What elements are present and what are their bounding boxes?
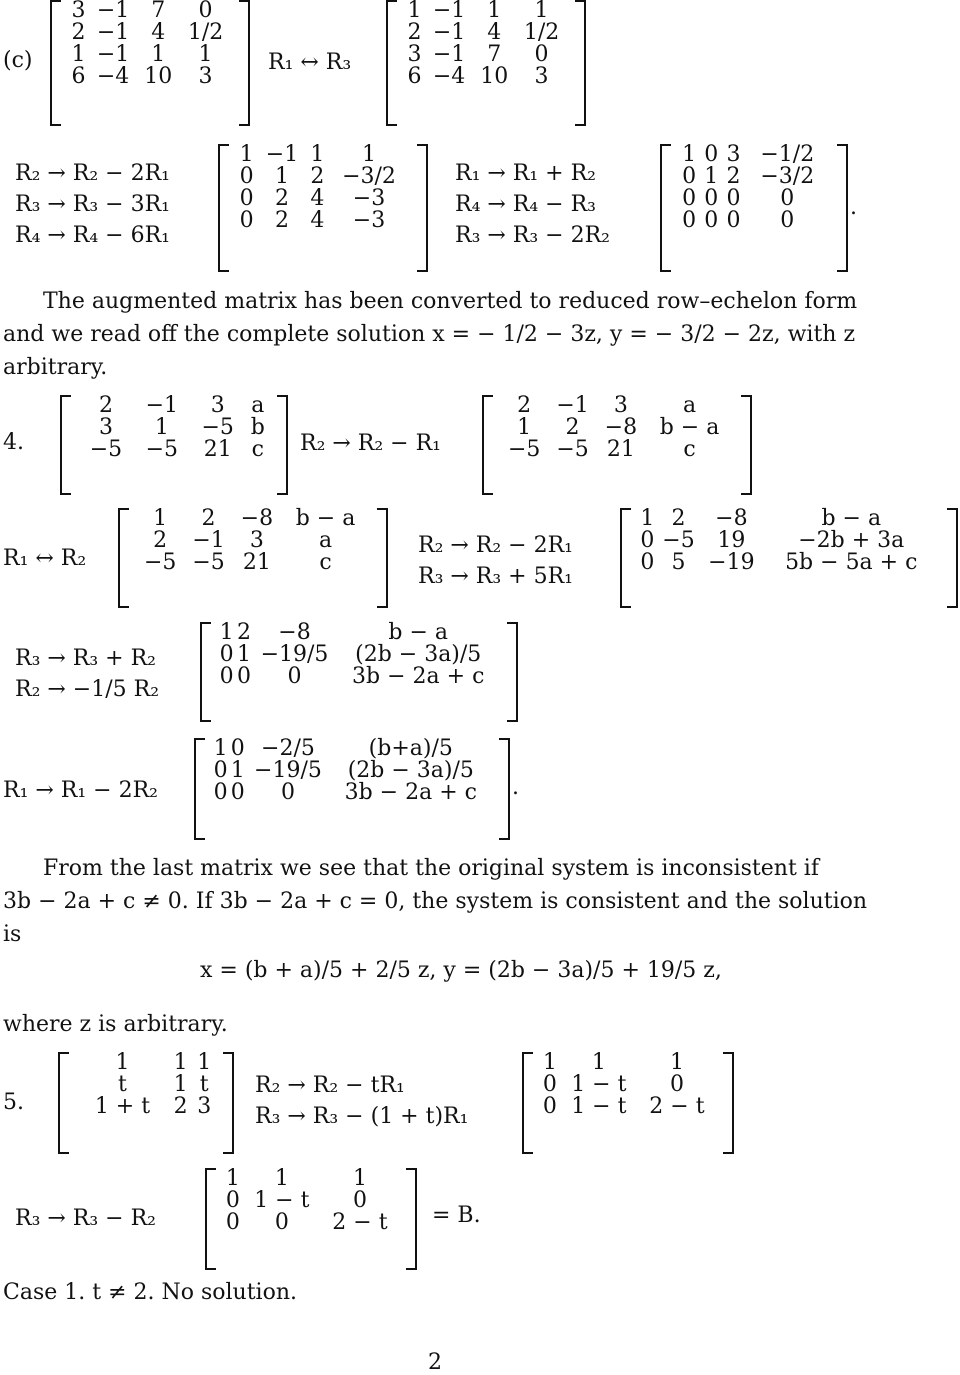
matrix-entry: 1 [197, 1050, 212, 1075]
matrix-entry: 0 [640, 528, 655, 553]
matrix-entry: 1 [275, 164, 289, 189]
row-operation: R₃ → R₃ − 3R₁ [15, 192, 170, 217]
matrix-entry: 2 [565, 415, 580, 440]
period: . [850, 195, 857, 220]
right-bracket [723, 1052, 734, 1154]
matrix-entry: 1 [154, 415, 169, 440]
matrix-entry: 0 [239, 208, 254, 233]
matrix-row [76, 1096, 216, 1118]
matrix-entry: 1 [591, 1050, 606, 1075]
matrix-entry: −2b + 3a [798, 528, 905, 553]
matrix-4a [60, 395, 288, 495]
matrix-entry: −1 [265, 142, 299, 167]
matrix-entry: 3 [98, 415, 113, 440]
right-bracket [575, 0, 586, 126]
matrix-entry: 2 [726, 164, 741, 189]
matrix-row [404, 22, 568, 44]
matrix-entry: 3 [249, 528, 264, 553]
right-bracket [377, 508, 388, 608]
problem-number-5: 5. [3, 1090, 24, 1115]
matrix-entry: 10 [480, 64, 509, 89]
matrix-row [500, 417, 734, 439]
row-op-5-step2 [15, 1203, 156, 1234]
matrix-entry: 1 − t [254, 1188, 310, 1213]
matrix-entry: b − a [388, 620, 449, 645]
matrix-entry: 1 [173, 1050, 188, 1075]
right-bracket [947, 508, 958, 608]
paragraph-c [3, 285, 883, 384]
matrix-row [540, 1096, 716, 1118]
matrix-entry: −1 [432, 0, 466, 23]
row-operation: R₄ → R₄ − 6R₁ [15, 223, 170, 248]
matrix-entry: −5 [662, 528, 695, 553]
left-bracket [50, 0, 61, 126]
matrix-entry: 1 [682, 142, 697, 167]
matrix-entry: 0 [213, 780, 228, 805]
matrix-entry: 0 [682, 208, 697, 233]
row-op-5-step1 [255, 1070, 468, 1132]
matrix-entry: −5 [143, 550, 177, 575]
row-operation: R₁ → R₁ − 2R₂ [3, 778, 158, 803]
matrix-row [404, 0, 568, 22]
matrix-entry: −5 [145, 437, 179, 462]
matrix-entry: b − a [295, 506, 356, 531]
matrix-entry: 0 [198, 0, 213, 23]
matrix-entry: 1 [230, 758, 245, 783]
text-line: where z is arbitrary. [3, 1012, 228, 1037]
left-bracket [60, 395, 71, 495]
problem-number-4: 4. [3, 430, 24, 455]
matrix-row [136, 508, 370, 530]
left-bracket [200, 622, 211, 722]
left-bracket [482, 395, 493, 495]
right-bracket [741, 395, 752, 495]
matrix-entry: −1 [192, 528, 225, 553]
row-operation: R₃ → R₃ + R₂ [15, 646, 156, 671]
matrix-entry: 0 [640, 550, 655, 575]
matrix-c1 [50, 0, 250, 126]
matrix-entry: 2 [310, 164, 325, 189]
matrix-entry: b − a [659, 415, 720, 440]
matrix-entry: 1 − t [571, 1072, 627, 1097]
matrix-entry: c [251, 437, 264, 462]
row-operation: R₂ → R₂ − tR₁ [255, 1073, 405, 1098]
matrix-entry: (b+a)/5 [368, 736, 453, 761]
matrix-4e [200, 622, 518, 722]
case-1: Case 1. t ≠ 2. No solution. [3, 1280, 297, 1305]
matrix-entry: 19 [717, 528, 746, 553]
matrix-entry: 0 [225, 1188, 240, 1213]
matrix-entry: 2 [517, 393, 532, 418]
right-bracket [223, 1052, 234, 1154]
matrix-4f [194, 738, 510, 840]
paragraph-4 [3, 852, 883, 951]
left-bracket [118, 508, 129, 608]
row-op-4-step3 [418, 530, 573, 592]
matrix-entry: 0 [239, 164, 254, 189]
matrix-entry: 0 [780, 208, 795, 233]
matrix-entry: 1 [71, 42, 86, 67]
matrix-entry: 0 [542, 1094, 557, 1119]
matrix-entry: 6 [407, 64, 422, 89]
matrix-entry: 3 [197, 1094, 212, 1119]
matrix-entry: a [682, 393, 697, 418]
right-bracket [499, 738, 510, 840]
matrix-entry: 2 [671, 506, 686, 531]
row-operation: R₁ → R₁ + R₂ [455, 161, 596, 186]
matrix-entry: 5b − 5a + c [785, 550, 918, 575]
matrix-row [136, 530, 370, 552]
matrix-entry: b [250, 415, 265, 440]
row-operation: R₂ → R₂ − R₁ [300, 431, 441, 456]
matrix-entry: c [683, 437, 696, 462]
matrix-entry: 7 [487, 42, 502, 67]
matrix-entry: −4 [432, 64, 466, 89]
matrix-entry: 1 [115, 1050, 130, 1075]
matrix-row [78, 395, 270, 417]
matrix-entry: 1 [239, 142, 254, 167]
row-op-c-step2 [15, 158, 170, 251]
matrix-entry: 4 [310, 186, 325, 211]
matrix-entry: 1 [517, 415, 532, 440]
matrix-entry: −1 [96, 42, 130, 67]
matrix-entry: 1 [542, 1050, 557, 1075]
matrix-entry: 2 [153, 528, 168, 553]
matrix-row [500, 395, 734, 417]
matrix-entry: 2 [275, 186, 289, 211]
text-line: 3b − 2a + c ≠ 0. If 3b − 2a + c = 0, the system is consistent and the solution [3, 889, 868, 914]
matrix-entry: 1 [198, 42, 213, 67]
matrix-entry: 1 [534, 0, 549, 23]
row-op-4-step4 [15, 643, 159, 705]
matrix-5b [522, 1052, 734, 1154]
matrix-entry: −5 [507, 437, 541, 462]
matrix-entry: 2 − t [332, 1210, 388, 1235]
matrix-entry: 7 [151, 0, 166, 23]
matrix-entry: 1 − t [571, 1094, 627, 1119]
matrix-entry: 3 [726, 142, 741, 167]
matrix-entry: 21 [242, 550, 271, 575]
row-operation: R₁ ↔ R₂ [3, 546, 87, 571]
matrix-entry: 0 [534, 42, 549, 67]
matrix-row [678, 166, 830, 188]
matrix-5a [58, 1052, 234, 1154]
matrix-row [218, 622, 500, 644]
matrix-c2 [386, 0, 586, 126]
matrix-entry: 0 [704, 208, 719, 233]
matrix-entry: 0 [682, 186, 697, 211]
text-line: arbitrary. [3, 355, 108, 380]
part-label-c: (c) [3, 48, 33, 73]
matrix-row [76, 1074, 216, 1096]
matrix-row [638, 552, 940, 574]
matrix-entry: 1 [487, 0, 502, 23]
matrix-entry: 6 [71, 64, 86, 89]
matrix-entry: 1/2 [523, 20, 560, 45]
matrix-5c [205, 1168, 417, 1270]
matrix-row [540, 1052, 716, 1074]
matrix-row [678, 210, 830, 232]
matrix-entry: 3 [613, 393, 628, 418]
text-line: From the last matrix we see that the original system is inconsistent if [43, 856, 819, 881]
matrix-row [540, 1074, 716, 1096]
matrix-entry: 1 [225, 1166, 240, 1191]
matrix-entry: −19/5 [260, 642, 329, 667]
matrix-entry: 1 [173, 1072, 188, 1097]
matrix-entry: −8 [278, 620, 311, 645]
matrix-entry: −2/5 [261, 736, 315, 761]
matrix-entry: 1 [352, 1166, 367, 1191]
left-bracket [386, 0, 397, 126]
right-bracket [417, 144, 428, 272]
matrix-entry: 4 [310, 208, 325, 233]
row-operation: R₃ → R₃ − R₂ [15, 1206, 156, 1231]
row-operation: R₂ → −1/5 R₂ [15, 677, 160, 702]
matrix-4b [482, 395, 752, 495]
matrix-entry: 21 [606, 437, 635, 462]
matrix-entry: 1 [310, 142, 325, 167]
row-operation: R₃ → R₃ + 5R₁ [418, 564, 573, 589]
matrix-entry: 0 [726, 208, 741, 233]
text-line: is [3, 922, 22, 947]
matrix-entry: 0 [704, 186, 719, 211]
matrix-entry: −1 [96, 0, 130, 23]
matrix-entry: (2b − 3a)/5 [347, 758, 474, 783]
right-bracket [277, 395, 288, 495]
matrix-entry: −5 [89, 437, 123, 462]
matrix-row [404, 44, 568, 66]
matrix-entry: 0 [225, 1210, 240, 1235]
matrix-entry: 1/2 [187, 20, 224, 45]
row-operation: R₃ → R₃ − (1 + t)R₁ [255, 1104, 469, 1129]
row-operation: R₁ ↔ R₃ [268, 50, 352, 75]
matrix-entry: 1 + t [94, 1094, 151, 1119]
matrix-entry: 0 [280, 780, 295, 805]
matrix-entry: t [118, 1072, 127, 1097]
period: . [512, 775, 519, 800]
matrix-entry: 0 [274, 1210, 289, 1235]
matrix-entry: 2 [275, 208, 289, 233]
matrix-entry: 0 [213, 758, 228, 783]
matrix-entry: 1 [640, 506, 655, 531]
matrix-entry: 0 [704, 142, 719, 167]
matrix-entry: 4 [151, 20, 166, 45]
left-bracket [58, 1052, 69, 1154]
matrix-4d [620, 508, 958, 608]
matrix-entry: 0 [682, 164, 697, 189]
right-bracket [507, 622, 518, 722]
matrix-entry: −1 [556, 393, 589, 418]
left-bracket [620, 508, 631, 608]
matrix-row [678, 144, 830, 166]
matrix-entry: 5 [671, 550, 686, 575]
page-number: 2 [428, 1350, 442, 1375]
matrix-row [678, 188, 830, 210]
matrix-entry: 0 [230, 736, 245, 761]
matrix-entry: 0 [780, 186, 795, 211]
matrix-entry: 21 [203, 437, 232, 462]
matrix-row [78, 439, 270, 461]
matrix-entry: a [318, 528, 333, 553]
matrix-entry: 0 [219, 664, 234, 689]
row-operation: R₂ → R₂ − 2R₁ [15, 161, 170, 186]
left-bracket [660, 144, 671, 272]
left-bracket [194, 738, 205, 840]
matrix-row [500, 439, 734, 461]
matrix-row [218, 666, 500, 688]
row-operation: R₄ → R₄ − R₃ [455, 192, 596, 217]
matrix-row [68, 22, 232, 44]
equals-b: = B. [432, 1203, 481, 1228]
matrix-entry: −1 [432, 20, 466, 45]
matrix-entry: 10 [144, 64, 173, 89]
right-bracket [837, 144, 848, 272]
matrix-entry: 1 [274, 1166, 289, 1191]
right-bracket [239, 0, 250, 126]
matrix-entry: −5 [201, 415, 234, 440]
matrix-row [212, 738, 492, 760]
matrix-entry: c [319, 550, 332, 575]
matrix-row [218, 644, 500, 666]
matrix-entry: −4 [96, 64, 130, 89]
matrix-entry: 0 [352, 1188, 367, 1213]
matrix-row [68, 0, 232, 22]
matrix-row [223, 1168, 399, 1190]
row-operation: R₂ → R₂ − 2R₁ [418, 533, 573, 558]
matrix-entry: 1 [153, 506, 168, 531]
matrix-row [236, 144, 410, 166]
matrix-entry: −1 [432, 42, 466, 67]
matrix-entry: 0 [287, 664, 302, 689]
matrix-entry: 0 [230, 780, 245, 805]
matrix-entry: a [251, 393, 265, 418]
matrix-row [236, 188, 410, 210]
left-bracket [218, 144, 229, 272]
matrix-entry: −8 [604, 415, 638, 440]
matrix-row [404, 66, 568, 88]
matrix-entry: 3b − 2a + c [352, 664, 485, 689]
matrix-row [212, 760, 492, 782]
matrix-entry: 0 [219, 642, 234, 667]
matrix-entry: 1 [407, 0, 422, 23]
matrix-4c [118, 508, 388, 608]
matrix-entry: 1 [151, 42, 166, 67]
matrix-entry: 0 [239, 186, 254, 211]
matrix-entry: 3 [71, 0, 86, 23]
matrix-entry: 1 [669, 1050, 684, 1075]
matrix-entry: b − a [821, 506, 882, 531]
matrix-entry: 3 [407, 42, 422, 67]
matrix-entry: 2 [98, 393, 113, 418]
matrix-entry: −1/2 [760, 142, 815, 167]
matrix-entry: −3/2 [342, 164, 396, 189]
matrix-entry: −3/2 [760, 164, 815, 189]
matrix-entry: −3 [352, 208, 386, 233]
matrix-entry: 4 [487, 20, 502, 45]
matrix-entry: (2b − 3a)/5 [355, 642, 482, 667]
matrix-row [136, 552, 370, 574]
matrix-entry: 0 [542, 1072, 557, 1097]
matrix-row [212, 782, 492, 804]
matrix-row [638, 508, 940, 530]
matrix-entry: 1 [236, 642, 251, 667]
matrix-entry: 0 [726, 186, 741, 211]
solution-equation: x = (b + a)/5 + 2/5 z, y = (2b − 3a)/5 + 19/5 z, [200, 958, 722, 983]
matrix-entry: 2 [173, 1094, 188, 1119]
matrix-entry: −1 [96, 20, 130, 45]
matrix-entry: 1 [704, 164, 719, 189]
matrix-row [68, 66, 232, 88]
matrix-row [236, 166, 410, 188]
matrix-entry: 1 [219, 620, 234, 645]
matrix-row [236, 210, 410, 232]
matrix-entry: 2 [236, 620, 251, 645]
matrix-entry: −8 [715, 506, 748, 531]
row-op-4-swap [3, 543, 86, 574]
matrix-row [76, 1052, 216, 1074]
matrix-entry: 3 [210, 393, 225, 418]
matrix-entry: −5 [556, 437, 589, 462]
matrix-entry: 3b − 2a + c [344, 780, 477, 805]
matrix-entry: t [199, 1072, 209, 1097]
matrix-entry: 1 [213, 736, 228, 761]
row-operation: R₃ → R₃ − 2R₂ [455, 223, 610, 248]
text-line: and we read off the complete solution x = − 1/2 − 3z, y = − 3/2 − 2z, with z [3, 322, 856, 347]
row-op-c-step3 [455, 158, 610, 251]
matrix-entry: 0 [236, 664, 251, 689]
matrix-entry: −8 [240, 506, 274, 531]
matrix-row [223, 1212, 399, 1234]
matrix-entry: 0 [669, 1072, 684, 1097]
matrix-entry: 3 [534, 64, 549, 89]
matrix-entry: −3 [352, 186, 386, 211]
left-bracket [522, 1052, 533, 1154]
matrix-entry: −5 [192, 550, 225, 575]
matrix-entry: 2 [201, 506, 216, 531]
row-op-4-step1 [300, 428, 441, 459]
text-line: The augmented matrix has been converted to reduced row–echelon form [43, 289, 858, 314]
matrix-entry: −19/5 [254, 758, 322, 783]
right-bracket [406, 1168, 417, 1270]
matrix-c4 [660, 144, 848, 272]
matrix-entry: 2 [71, 20, 86, 45]
matrix-entry: 1 [362, 142, 376, 167]
matrix-row [638, 530, 940, 552]
matrix-c3 [218, 144, 428, 272]
row-op-c-swap [268, 47, 351, 78]
row-op-4-step5 [3, 775, 158, 806]
matrix-entry: 2 [407, 20, 422, 45]
matrix-row [68, 44, 232, 66]
matrix-entry: 3 [198, 64, 213, 89]
matrix-entry: −19 [708, 550, 755, 575]
matrix-entry: 2 − t [649, 1094, 705, 1119]
left-bracket [205, 1168, 216, 1270]
matrix-row [78, 417, 270, 439]
matrix-entry: −1 [145, 393, 179, 418]
matrix-row [223, 1190, 399, 1212]
